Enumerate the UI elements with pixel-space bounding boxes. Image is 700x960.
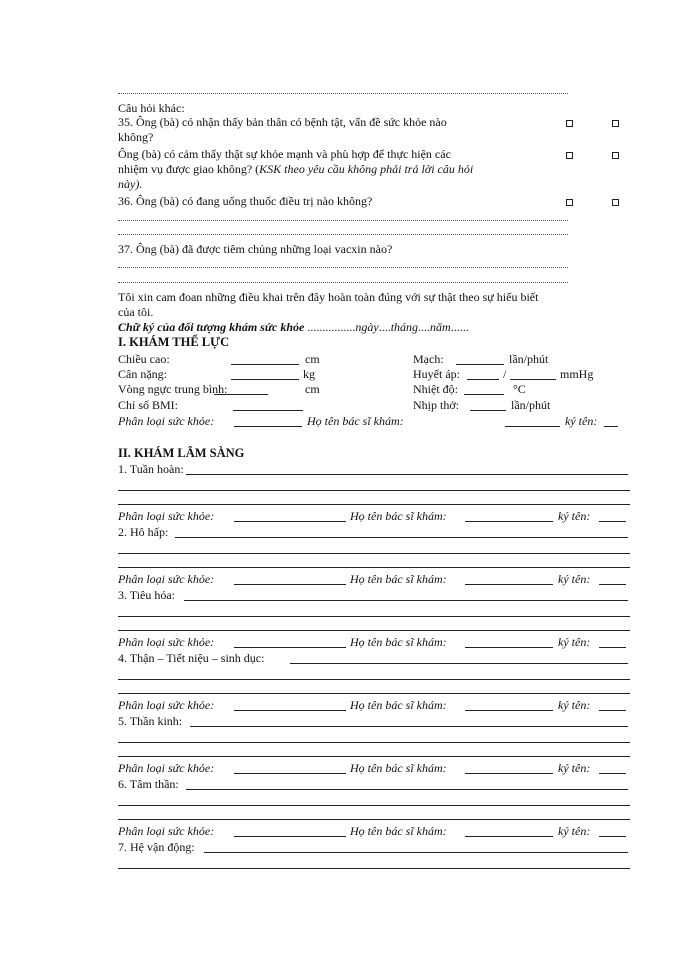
health-class-field[interactable] <box>234 836 346 837</box>
weight-label: Cân nặng: <box>118 367 167 381</box>
doctor-name-field[interactable] <box>465 710 553 711</box>
declaration-line1: Tôi xin cam đoan những điều khai trên đây hoàn toàn đúng với sự thật theo sự hiểu biết <box>118 290 539 304</box>
answer-line[interactable] <box>118 267 568 268</box>
height-unit: cm <box>305 352 320 366</box>
clinical-item-line[interactable] <box>186 789 628 790</box>
health-class-field[interactable] <box>234 647 346 648</box>
clinical-item-label: 1. Tuần hoàn: <box>118 462 184 476</box>
clinical-item-line[interactable] <box>204 852 628 853</box>
temp-field[interactable] <box>464 394 504 395</box>
health-class-label: Phân loại sức khỏe: <box>118 572 215 586</box>
chest-label: Vòng ngực trung bình: <box>118 382 228 396</box>
no-checkbox[interactable] <box>612 152 619 159</box>
clinical-note-line[interactable] <box>118 819 630 820</box>
clinical-note-line[interactable] <box>118 742 630 743</box>
question-35b-line1: Ông (bà) có cảm thấy thật sự khỏe mạnh và phù hợp để thực hiện các <box>118 147 451 161</box>
doctor-name-field[interactable] <box>465 836 553 837</box>
weight-field[interactable] <box>231 379 299 380</box>
signature-field[interactable] <box>599 710 626 711</box>
signature-field[interactable] <box>599 584 626 585</box>
clinical-item-label: 3. Tiêu hóa: <box>118 588 176 602</box>
bp-systolic-field[interactable] <box>467 379 499 380</box>
health-class-label: Phân loại sức khỏe: <box>118 824 215 838</box>
clinical-item-line[interactable] <box>175 537 628 538</box>
question-35b-line2: nhiệm vụ được giao không? (KSK theo yêu cầu không phải trả lời câu hỏi <box>118 162 474 176</box>
doctor-name-label: Họ tên bác sĩ khám: <box>350 761 447 775</box>
signature-label: Chữ ký của đối tượng khám sức khỏe <box>118 320 305 334</box>
signature-field[interactable] <box>599 647 626 648</box>
question-36: 36. Ông (bà) có đang uống thuốc điều trị nào không? <box>118 194 373 208</box>
health-class-label: Phân loại sức khỏe: <box>118 635 215 649</box>
bmi-label: Chỉ số BMI: <box>118 398 179 412</box>
signature-field[interactable] <box>604 426 618 427</box>
signature-field[interactable] <box>599 521 626 522</box>
doctor-name-label: Họ tên bác sĩ khám: <box>350 509 447 523</box>
chest-field[interactable] <box>214 394 268 395</box>
doctor-name-label: Họ tên bác sĩ khám: <box>307 414 404 428</box>
clinical-note-line[interactable] <box>118 693 630 694</box>
clinical-item-label: 7. Hệ vận động: <box>118 840 195 854</box>
question-35-line1: 35. Ông (bà) có nhận thấy bản thân có bệnh tật, vấn đề sức khỏe nào <box>118 115 447 129</box>
chest-unit: cm <box>305 382 320 396</box>
doctor-name-field[interactable] <box>505 426 560 427</box>
health-class-field[interactable] <box>234 584 346 585</box>
yes-checkbox[interactable] <box>566 152 573 159</box>
declaration-line2: của tôi. <box>118 305 154 319</box>
signature-label: ký tên: <box>558 698 591 712</box>
health-class-field[interactable] <box>234 521 346 522</box>
clinical-note-line[interactable] <box>118 616 630 617</box>
pulse-field[interactable] <box>456 364 504 365</box>
clinical-note-line[interactable] <box>118 805 630 806</box>
temp-unit: °C <box>513 382 526 396</box>
health-class-field[interactable] <box>234 710 346 711</box>
other-questions-label: Câu hỏi khác: <box>118 101 185 115</box>
doctor-name-label: Họ tên bác sĩ khám: <box>350 572 447 586</box>
clinical-note-line[interactable] <box>118 504 630 505</box>
resp-label: Nhịp thở: <box>413 398 460 412</box>
clinical-item-label: 5. Thần kinh: <box>118 714 183 728</box>
clinical-note-line[interactable] <box>118 490 630 491</box>
weight-unit: kg <box>303 367 315 381</box>
doctor-name-field[interactable] <box>465 773 553 774</box>
signature-label: ký tên: <box>558 824 591 838</box>
health-class-label: Phân loại sức khỏe: <box>118 761 215 775</box>
resp-unit: lần/phút <box>511 398 551 412</box>
physical-exam-title: I. KHÁM THỂ LỰC <box>118 335 230 349</box>
health-class-label: Phân loại sức khỏe: <box>118 509 215 523</box>
bp-unit: mmHg <box>560 367 594 381</box>
signature-label: ký tên: <box>558 509 591 523</box>
clinical-item-line[interactable] <box>290 663 628 664</box>
question-35b-line3: này). <box>118 177 143 191</box>
clinical-note-line[interactable] <box>118 756 630 757</box>
clinical-exam-title: II. KHÁM LÂM SÀNG <box>118 446 245 460</box>
signature-field[interactable] <box>599 773 626 774</box>
signature-field[interactable] <box>599 836 626 837</box>
bp-separator: / <box>503 367 507 381</box>
signature-label: ký tên: <box>558 635 591 649</box>
bmi-field[interactable] <box>233 410 303 411</box>
doctor-name-field[interactable] <box>465 521 553 522</box>
doctor-name-field[interactable] <box>465 584 553 585</box>
clinical-item-label: 4. Thận – Tiết niệu – sinh dục: <box>118 651 265 665</box>
question-37: 37. Ông (bà) đã được tiêm chủng những loại vacxin nào? <box>118 242 393 256</box>
height-label: Chiều cao: <box>118 352 170 366</box>
bp-diastolic-field[interactable] <box>510 379 556 380</box>
question-35b-note: KSK theo yêu cầu không phải trả lời câu hỏi <box>259 162 474 176</box>
yes-checkbox[interactable] <box>566 120 573 127</box>
no-checkbox[interactable] <box>612 199 619 206</box>
answer-line[interactable] <box>118 234 568 235</box>
no-checkbox[interactable] <box>612 120 619 127</box>
clinical-item-line[interactable] <box>190 726 628 727</box>
answer-line[interactable] <box>118 220 568 221</box>
question-35-line2: không? <box>118 130 154 144</box>
clinical-item-line[interactable] <box>186 474 628 475</box>
clinical-note-line[interactable] <box>118 868 630 869</box>
signature-label: ký tên: <box>558 761 591 775</box>
answer-line[interactable] <box>118 93 568 94</box>
answer-line[interactable] <box>118 282 568 283</box>
clinical-item-label: 2. Hô hấp: <box>118 525 169 539</box>
height-field[interactable] <box>231 364 299 365</box>
clinical-note-line[interactable] <box>118 630 630 631</box>
health-class-label: Phân loại sức khỏe: <box>118 698 215 712</box>
temp-label: Nhiệt độ: <box>413 382 458 396</box>
pulse-label: Mạch: <box>413 352 444 366</box>
signature-label: ký tên: <box>558 572 591 586</box>
bp-label: Huyết áp: <box>413 367 460 381</box>
doctor-name-label: Họ tên bác sĩ khám: <box>350 698 447 712</box>
health-class-label: Phân loại sức khỏe: <box>118 414 215 428</box>
signature-label: ký tên: <box>565 414 598 428</box>
pulse-unit: lần/phút <box>509 352 549 366</box>
clinical-note-line[interactable] <box>118 567 630 568</box>
doctor-name-field[interactable] <box>465 647 553 648</box>
health-class-field[interactable] <box>234 773 346 774</box>
resp-field[interactable] <box>470 410 506 411</box>
clinical-item-line[interactable] <box>184 600 628 601</box>
clinical-note-line[interactable] <box>118 679 630 680</box>
doctor-name-label: Họ tên bác sĩ khám: <box>350 635 447 649</box>
clinical-note-line[interactable] <box>118 553 630 554</box>
health-class-field[interactable] <box>234 426 302 427</box>
clinical-item-label: 6. Tâm thần: <box>118 777 179 791</box>
signature-line: Chữ ký của đối tượng khám sức khỏe ................ngày....tháng....năm...... <box>118 320 469 334</box>
doctor-name-label: Họ tên bác sĩ khám: <box>350 824 447 838</box>
yes-checkbox[interactable] <box>566 199 573 206</box>
